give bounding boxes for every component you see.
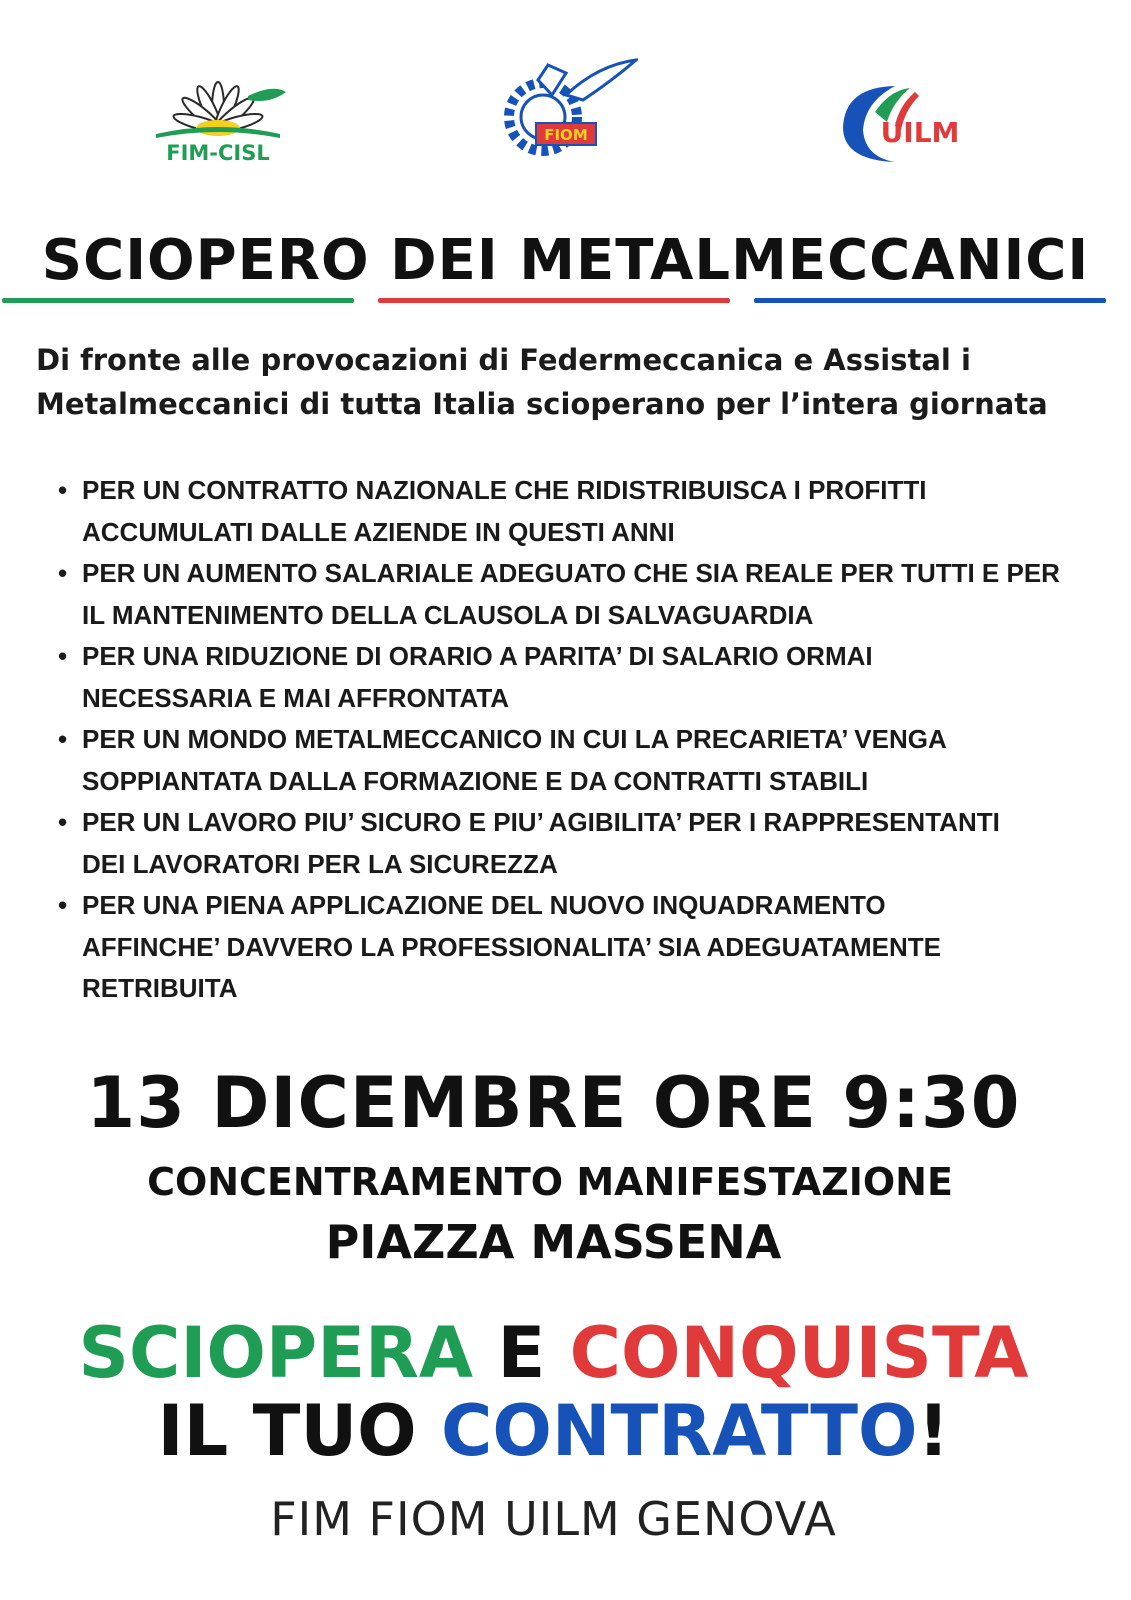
bullet-icon: •	[58, 724, 68, 754]
bullet-icon: •	[58, 475, 68, 505]
rule-red	[378, 298, 730, 303]
list-item-line: DEI LAVORATORI PER LA SICUREZZA	[82, 848, 558, 879]
event-description: CONCENTRAMENTO MANIFESTAZIONE	[147, 1160, 953, 1204]
list-item-line: RETRIBUITA	[82, 973, 238, 1003]
list-item	[58, 636, 1118, 719]
list-item	[58, 802, 1118, 885]
list-item-line: PER UN AUMENTO SALARIALE ADEGUATO CHE SIA REALE PER TUTTI E PER	[82, 558, 1060, 588]
list-item-line: PER UN MONDO METALMECCANICO IN CUI LA PRECARIETA’ VENGA	[82, 724, 947, 754]
slogan-word-sciopera: SCIOPERA	[78, 1312, 474, 1394]
bullet-icon: •	[58, 807, 68, 837]
list-item-line: AFFINCHE’ DAVVERO LA PROFESSIONALITA’ SIA ADEGUATAMENTE	[82, 931, 942, 962]
slogan-line-1	[0, 1312, 1107, 1394]
slogan-line-2	[0, 1390, 1107, 1472]
quill-icon	[566, 60, 636, 100]
bullet-icon: •	[58, 641, 68, 671]
list-item	[58, 719, 1118, 802]
list-item-line: PER UNA RIDUZIONE DI ORARIO A PARITA’ DI SALARIO ORMAI	[82, 641, 873, 671]
page-title: SCIOPERO DEI METALMECCANICI	[41, 228, 1090, 293]
uilm-label: UILM	[880, 116, 960, 149]
list-item-line: PER UN CONTRATTO NAZIONALE CHE RIDISTRIBUISCA I PROFITTI	[82, 475, 927, 505]
demands-list	[58, 470, 1118, 1010]
list-item-line: ACCUMULATI DALLE AZIENDE IN QUESTI ANNI	[82, 516, 675, 547]
intro-line-2: Metalmeccanici di tutta Italia scioperano per l’intera giornata	[36, 387, 1048, 421]
intro-line-1: Di fronte alle provocazioni di Federmeccanica e Assistal i	[36, 343, 971, 377]
bullet-icon: •	[58, 890, 68, 920]
slogan-word-contratto: CONTRATTO	[441, 1390, 918, 1472]
rule-green	[2, 298, 354, 303]
event-date: 13 DICEMBRE ORE 9:30	[86, 1062, 1021, 1144]
slogan-exclamation: !	[917, 1390, 950, 1472]
slogan-word-e: E	[497, 1312, 546, 1394]
list-item-line: NECESSARIA E MAI AFFRONTATA	[82, 682, 510, 713]
fim-cisl-label: FIM-CISL	[166, 141, 270, 165]
event-place: PIAZZA MASSENA	[325, 1215, 782, 1269]
rule-blue	[754, 298, 1106, 303]
slogan-word-conquista: CONQUISTA	[569, 1312, 1029, 1394]
fiom-label: FIOM	[544, 126, 588, 144]
fim-cisl-logo	[148, 70, 288, 165]
bullet-icon: •	[58, 558, 68, 588]
list-item-line: PER UNA PIENA APPLICAZIONE DEL NUOVO INQUADRAMENTO	[82, 890, 886, 920]
uilm-logo	[835, 82, 960, 164]
list-item	[58, 885, 1118, 1010]
list-item-line: IL MANTENIMENTO DELLA CLAUSOLA DI SALVAGUARDIA	[82, 599, 814, 630]
list-item-line: PER UN LAVORO PIU’ SICURO E PIU’ AGIBILITA’ PER I RAPPRESENTANTI	[82, 807, 1000, 837]
fiom-logo	[488, 55, 638, 165]
list-item-line: SOPPIANTATA DALLA FORMAZIONE E DA CONTRATTI STABILI	[82, 765, 869, 796]
list-item	[58, 470, 1118, 553]
slogan-word-il-tuo: IL TUO	[157, 1390, 417, 1472]
footer-signature: FIM FIOM UILM GENOVA	[270, 1492, 837, 1546]
intro-paragraph	[36, 338, 1106, 426]
list-item	[58, 553, 1118, 636]
